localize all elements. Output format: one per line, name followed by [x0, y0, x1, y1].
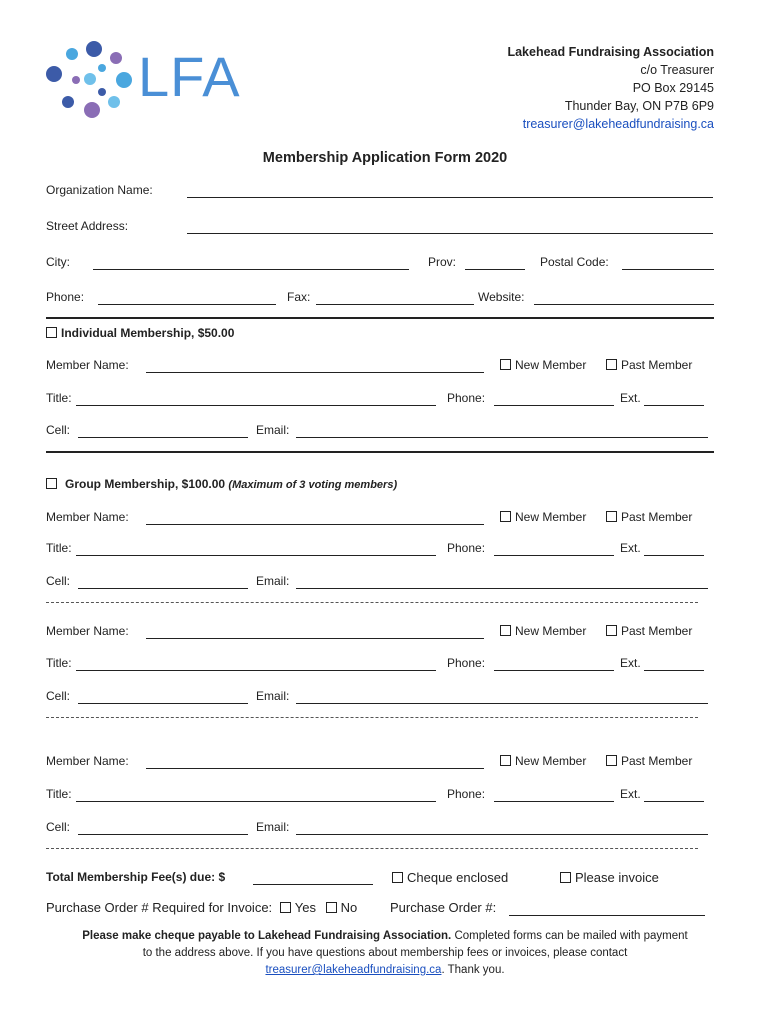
- po-required-row: [46, 900, 357, 915]
- ind-title-field[interactable]: [76, 405, 436, 406]
- member-separator: [46, 602, 698, 603]
- cheque-enclosed[interactable]: [392, 870, 508, 885]
- city-label: City:: [46, 255, 70, 269]
- group-heading: Group Membership, $100.00: [65, 477, 226, 491]
- po-yes-label: Yes: [294, 900, 317, 915]
- g1-title-label: Title:: [46, 541, 72, 555]
- ind-email-field[interactable]: [296, 437, 708, 438]
- ind-title-label: Title:: [46, 391, 72, 405]
- member-separator: [46, 717, 698, 718]
- logo-text: LFA: [138, 45, 241, 108]
- past-member-checkbox[interactable]: [606, 359, 617, 370]
- new-member-checkbox[interactable]: [500, 625, 511, 636]
- g1-past-member[interactable]: [606, 510, 692, 524]
- cheque-checkbox[interactable]: [392, 872, 403, 883]
- website-field[interactable]: [534, 304, 714, 305]
- org-name: Lakehead Fundraising Association: [507, 45, 714, 59]
- past-member-label: Past Member: [621, 624, 693, 638]
- cheque-label: Cheque enclosed: [407, 870, 509, 885]
- city-field[interactable]: [93, 269, 409, 270]
- g3-email-field[interactable]: [296, 834, 708, 835]
- g1-phone-field[interactable]: [494, 555, 614, 556]
- g2-ext-field[interactable]: [644, 670, 704, 671]
- website-label: Website:: [478, 290, 525, 304]
- new-member-checkbox[interactable]: [500, 511, 511, 522]
- section-divider: [46, 451, 714, 453]
- g1-cell-field[interactable]: [78, 588, 248, 589]
- new-member-label: New Member: [515, 624, 587, 638]
- g3-member-name-field[interactable]: [146, 768, 484, 769]
- address-email[interactable]: treasurer@lakeheadfundraising.ca: [522, 117, 714, 131]
- g2-member-name-label: Member Name:: [46, 624, 129, 638]
- footer-text-1: Completed forms can be mailed with payment: [454, 930, 688, 942]
- ind-ext-field[interactable]: [644, 405, 704, 406]
- g2-phone-label: Phone:: [447, 656, 486, 670]
- g1-member-name-field[interactable]: [146, 524, 484, 525]
- prov-label: Prov:: [428, 255, 457, 269]
- individual-heading: Individual Membership, $50.00: [61, 326, 235, 340]
- member-separator: [46, 848, 698, 849]
- address-line-2: PO Box 29145: [632, 81, 714, 95]
- po-no-checkbox[interactable]: [326, 902, 337, 913]
- footer-text-2: to the address above. If you have questions about membership fees or invoices, please contact: [142, 947, 628, 959]
- g1-title-field[interactable]: [76, 555, 436, 556]
- group-checkbox[interactable]: [46, 478, 57, 489]
- past-member-checkbox[interactable]: [606, 755, 617, 766]
- street-field[interactable]: [187, 233, 713, 234]
- g1-ext-label: Ext.: [620, 541, 641, 555]
- street-label: Street Address:: [46, 219, 129, 233]
- g3-cell-field[interactable]: [78, 834, 248, 835]
- g2-cell-label: Cell:: [46, 689, 71, 703]
- org-name-label: Organization Name:: [46, 183, 153, 197]
- g2-title-field[interactable]: [76, 670, 436, 671]
- po-no-label: No: [340, 900, 358, 915]
- po-number-label: Purchase Order #:: [390, 900, 497, 915]
- total-fee-label: Total Membership Fee(s) due: $: [46, 870, 226, 884]
- g3-title-field[interactable]: [76, 801, 436, 802]
- g2-cell-field[interactable]: [78, 703, 248, 704]
- invoice-label: Please invoice: [575, 870, 659, 885]
- g3-phone-label: Phone:: [447, 787, 486, 801]
- g3-ext-field[interactable]: [644, 801, 704, 802]
- g1-email-field[interactable]: [296, 588, 708, 589]
- g1-new-member[interactable]: [500, 510, 586, 524]
- past-member-checkbox[interactable]: [606, 625, 617, 636]
- individual-checkbox[interactable]: [46, 327, 57, 338]
- g3-email-label: Email:: [256, 820, 290, 834]
- footer-email-link[interactable]: treasurer@lakeheadfundraising.ca: [265, 964, 442, 976]
- past-member-label: Past Member: [621, 754, 693, 768]
- g1-member-name-label: Member Name:: [46, 510, 129, 524]
- org-name-field[interactable]: [187, 197, 713, 198]
- g3-ext-label: Ext.: [620, 787, 641, 801]
- group-membership[interactable]: [46, 477, 397, 491]
- g2-member-name-field[interactable]: [146, 638, 484, 639]
- g3-cell-label: Cell:: [46, 820, 71, 834]
- total-fee-field[interactable]: [253, 884, 373, 885]
- postal-label: Postal Code:: [540, 255, 609, 269]
- past-member-label: Past Member: [621, 358, 693, 372]
- fax-field[interactable]: [316, 304, 474, 305]
- g3-past-member[interactable]: [606, 754, 692, 768]
- lfa-logo: [44, 40, 244, 118]
- ind-phone-label: Phone:: [447, 391, 486, 405]
- postal-field[interactable]: [622, 269, 714, 270]
- g1-cell-label: Cell:: [46, 574, 71, 588]
- ind-member-name-label: Member Name:: [46, 358, 129, 372]
- footer-thanks: . Thank you.: [441, 964, 505, 976]
- new-member-label: New Member: [515, 358, 587, 372]
- ind-new-member[interactable]: [500, 358, 586, 372]
- g2-email-field[interactable]: [296, 703, 708, 704]
- phone-label: Phone:: [46, 290, 85, 304]
- new-member-checkbox[interactable]: [500, 755, 511, 766]
- ind-email-label: Email:: [256, 423, 290, 437]
- ind-ext-label: Ext.: [620, 391, 641, 405]
- g2-phone-field[interactable]: [494, 670, 614, 671]
- po-required-label: Purchase Order # Required for Invoice:: [46, 900, 273, 915]
- ind-cell-field[interactable]: [78, 437, 248, 438]
- ind-member-name-field[interactable]: [146, 372, 484, 373]
- g2-new-member[interactable]: [500, 624, 586, 638]
- phone-field[interactable]: [98, 304, 276, 305]
- group-note: (Maximum of 3 voting members): [228, 479, 398, 491]
- g1-email-label: Email:: [256, 574, 290, 588]
- individual-membership[interactable]: [46, 326, 234, 340]
- prov-field[interactable]: [465, 269, 525, 270]
- new-member-checkbox[interactable]: [500, 359, 511, 370]
- pinwheel-logo-icon: [44, 40, 134, 118]
- g2-title-label: Title:: [46, 656, 72, 670]
- footer-bold: Please make cheque payable to Lakehead Fundraising Association.: [82, 930, 452, 942]
- new-member-label: New Member: [515, 754, 587, 768]
- ind-cell-label: Cell:: [46, 423, 71, 437]
- past-member-checkbox[interactable]: [606, 511, 617, 522]
- g1-phone-label: Phone:: [447, 541, 486, 555]
- page-title: Membership Application Form 2020: [262, 150, 508, 166]
- please-invoice[interactable]: [560, 870, 659, 885]
- g2-past-member[interactable]: [606, 624, 692, 638]
- g3-title-label: Title:: [46, 787, 72, 801]
- g3-new-member[interactable]: [500, 754, 586, 768]
- address-line-1: c/o Treasurer: [640, 63, 714, 77]
- past-member-label: Past Member: [621, 510, 693, 524]
- ind-past-member[interactable]: [606, 358, 692, 372]
- new-member-label: New Member: [515, 510, 587, 524]
- address-block: [507, 43, 714, 133]
- g3-member-name-label: Member Name:: [46, 754, 129, 768]
- ind-phone-field[interactable]: [494, 405, 614, 406]
- po-yes-checkbox[interactable]: [280, 902, 291, 913]
- g3-phone-field[interactable]: [494, 801, 614, 802]
- g2-ext-label: Ext.: [620, 656, 641, 670]
- footer-note: [0, 928, 770, 979]
- g1-ext-field[interactable]: [644, 555, 704, 556]
- section-divider: [46, 317, 714, 319]
- fax-label: Fax:: [287, 290, 311, 304]
- address-line-3: Thunder Bay, ON P7B 6P9: [564, 99, 714, 113]
- po-number-field[interactable]: [509, 915, 705, 916]
- g2-email-label: Email:: [256, 689, 290, 703]
- invoice-checkbox[interactable]: [560, 872, 571, 883]
